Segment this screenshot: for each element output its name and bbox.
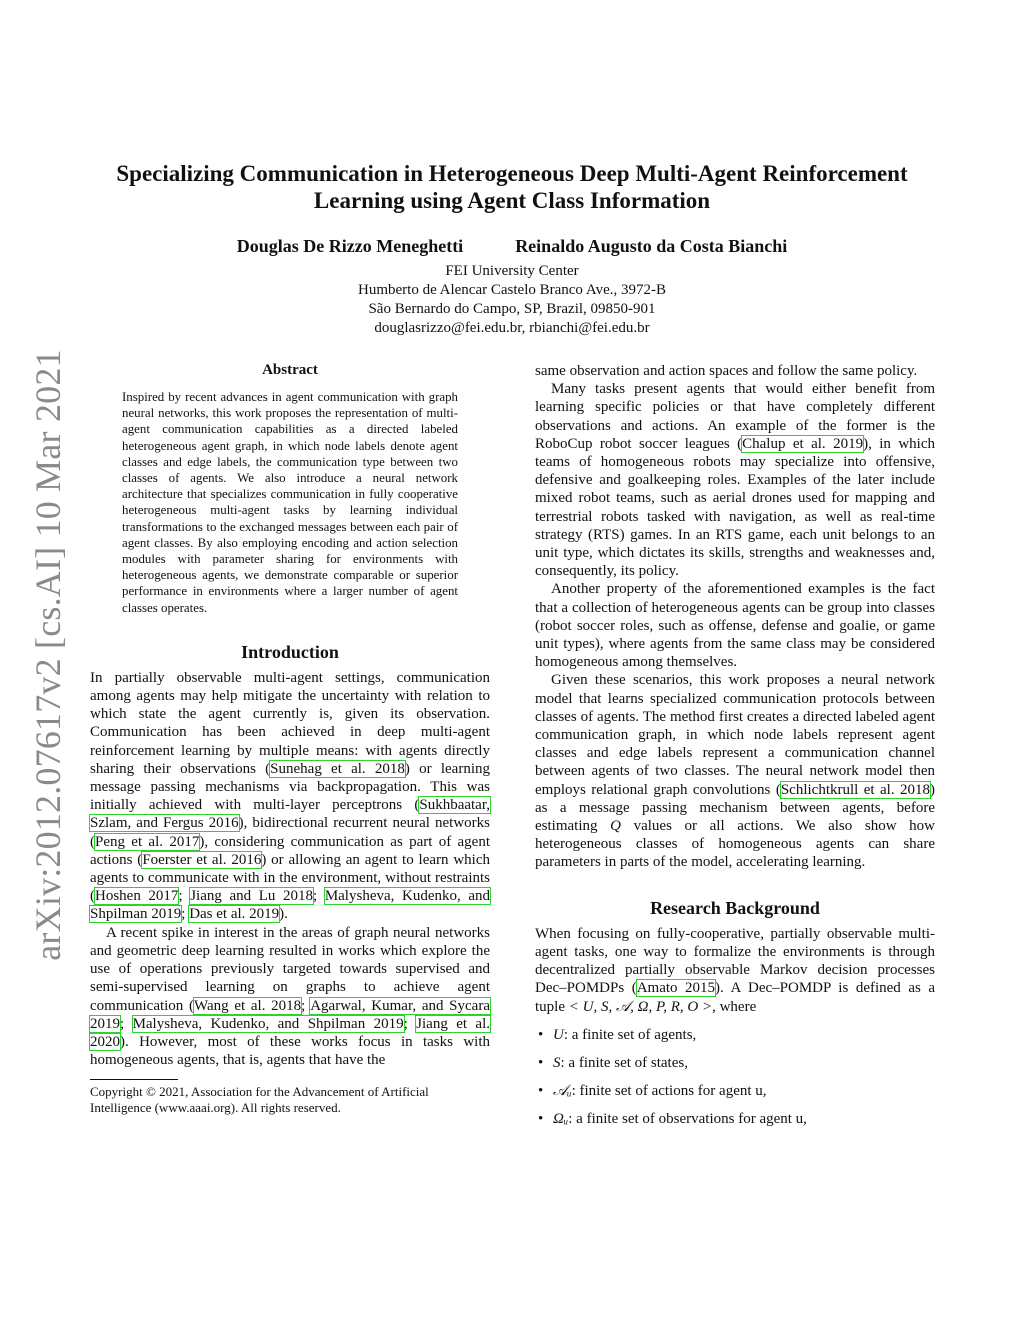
citation-link[interactable]: Malysheva, Kudenko, and Shpilman 2019 bbox=[90, 888, 490, 923]
author-2: Reinaldo Augusto da Costa Bianchi bbox=[515, 236, 788, 256]
list-item: • 𝒜ᵤ: finite set of actions for agent u, bbox=[535, 1082, 935, 1100]
citation-link[interactable]: Jiang et al. 2020 bbox=[90, 1015, 490, 1050]
list-item: • S: a finite set of states, bbox=[535, 1054, 935, 1072]
left-column bbox=[90, 362, 490, 1116]
body-paragraph: Given these scenarios, this work proposes a neural network model that learns specialized communication protocols between classes of agents. The method first creates a directed labeled agent communication graph, in which node labels represent agent classes and edge labels represent a communication channel between agents of two classes. The neural network model then employs relational graph convolutions (Schlichtkrull et al. 2018) as a message passing mechanism between agents, before estimating Q values or all actions. We also show how heterogeneous classes of homogeneous agents can share parameters in parts of the model, accelerating learning. bbox=[535, 672, 935, 871]
abstract-heading: Abstract bbox=[262, 362, 318, 378]
author-1: Douglas De Rizzo Meneghetti bbox=[236, 236, 464, 256]
copyright-footnote: Copyright © 2021, Association for the Advancement of Artificial Intelligence (www.aaai.org). All rights reserved. bbox=[90, 1084, 429, 1116]
citation-link[interactable]: Agarwal, Kumar, and Sycara 2019 bbox=[90, 997, 490, 1032]
citation-link[interactable]: Sukhbaatar, Szlam, and Fergus 2016 bbox=[90, 797, 490, 832]
continued-paragraph: same observation and action spaces and follow the same policy. bbox=[535, 363, 918, 379]
abstract-text: Inspired by recent advances in agent communication with graph neural networks, this work proposes the representation of multi-agent communication capabilities as a directed labeled heterogeneous agent graph, in which node labels denote agent classes and edge labels, the communication type between two classes of agents. We also introduce a neural network architecture that specializes communication in fully cooperative heterogeneous multi-agent tasks by learning individual transformations to the exchanged messages between each pair of agent classes. By also employing encoding and action selection modules with parameter sharing for environments with heterogeneous agents, we demonstrate comparable or superior performance in environments where a larger number of agent classes operates. bbox=[122, 390, 458, 615]
affiliation-line: Humberto de Alencar Castelo Branco Ave., 3972-B bbox=[358, 282, 666, 298]
affiliation bbox=[90, 262, 934, 338]
citation-link[interactable]: Das et al. 2019 bbox=[189, 906, 280, 923]
citation-link[interactable]: Jiang and Lu 2018 bbox=[190, 888, 314, 905]
body-paragraph: When focusing on fully-cooperative, partially observable multi-agent tasks, one way to formalize the environments is through decentralized partially observable Markov decision processes Dec–POMDPs (Amato 2015). A Dec–POMDP is defined as a tuple < U, S, 𝒜, Ω, P, R, O >, where bbox=[535, 925, 936, 1015]
right-column bbox=[535, 362, 935, 1138]
intro-paragraph-2: A recent spike in interest in the areas of graph neural networks and geometric deep learning resulted in works which explore the use of operations previously targeted towards supervised and semi-supervised learning on graphs to achieve agent communication (Wang et al. 2018; Agarwal, Kumar, and Sycara 2019; Malysheva, Kudenko, and Shpilman 2019; Jiang et al. 2020). However, most of these works focus in tasks with homogeneous agents, that is, agents that have the bbox=[90, 924, 490, 1069]
body-paragraph: Many tasks present agents that would either benefit from learning specific policies or that have completely different observations and actions. An example of the former is the RoboCup robot soccer leagues (Chalup et al. 2019), in which teams of homogeneous robots may specialize into offensive, defensive and goalkeeping roles. Examples of the later include mixed robot teams, such as aerial drones used for mapping and terrestrial robots tasked with navigation, as well as real-time strategy (RTS) games. In an RTS game, each unit belongs to an unit type, which dictates its skills, strengths and weaknesses and, consequently, its policy. bbox=[535, 381, 936, 580]
citation-link[interactable]: Peng et al. 2017 bbox=[95, 833, 200, 850]
section-heading-research-background: Research Background bbox=[650, 897, 820, 918]
citation-link[interactable]: Malysheva, Kudenko, and Shpilman 2019 bbox=[132, 1015, 404, 1032]
citation-link[interactable]: Chalup et al. 2019 bbox=[742, 435, 864, 452]
author-list bbox=[90, 236, 934, 257]
footnote-divider bbox=[90, 1079, 178, 1080]
citation-link[interactable]: Hoshen 2017 bbox=[95, 888, 179, 905]
affiliation-line: FEI University Center bbox=[445, 263, 579, 279]
affiliation-line: São Bernardo do Campo, SP, Brazil, 09850-901 bbox=[368, 301, 656, 317]
citation-link[interactable]: Sunehag et al. 2018 bbox=[270, 760, 405, 777]
citation-link[interactable]: Amato 2015 bbox=[636, 980, 716, 997]
body-paragraph: Another property of the aforementioned examples is the fact that a collection of heterogeneous agents can be group into classes (robot soccer roles, such as offense, defense and goalie, or game unit types), where agents from the same class may be considered homogeneous among themselves. bbox=[535, 581, 935, 671]
citation-link[interactable]: Wang et al. 2018 bbox=[194, 997, 302, 1014]
arxiv-stamp: arXiv:2012.07617v2 [cs.AI] 10 Mar 2021 bbox=[28, 349, 68, 961]
definition-list bbox=[535, 1026, 935, 1128]
paper-title: Specializing Communication in Heterogeneous Deep Multi-Agent Reinforcement Learning using Agent Class Information bbox=[116, 161, 908, 213]
affiliation-emails: douglasrizzo@fei.edu.br, rbianchi@fei.edu.br bbox=[374, 320, 650, 336]
citation-link[interactable]: Schlichtkrull et al. 2018 bbox=[780, 781, 930, 798]
intro-paragraph-1: In partially observable multi-agent settings, communication among agents may help mitigate the uncertainty with relation to which state the agent currently is, given its observation. Communication has been achieved in deep multi-agent reinforcement learning by multiple means: with agents directly sharing their observations (Sunehag et al. 2018) or learning message passing mechanisms via backpropagation. This was initially achieved with multi-layer perceptrons (Sukhbaatar, Szlam, and Fergus 2016), bidirectional recurrent neural networks (Peng et al. 2017), considering communication as part of agent actions (Foerster et al. 2016) or allowing an agent to learn which agents to communicate with in the environment, without restraints (Hoshen 2017; Jiang and Lu 2018; Malysheva, Kudenko, and Shpilman 2019; Das et al. 2019). bbox=[90, 669, 490, 923]
list-item: • Ωᵤ: a finite set of observations for agent u, bbox=[535, 1110, 935, 1128]
citation-link[interactable]: Foerster et al. 2016 bbox=[142, 851, 262, 868]
list-item: • U: a finite set of agents, bbox=[535, 1026, 935, 1044]
section-heading-introduction: Introduction bbox=[241, 641, 339, 662]
